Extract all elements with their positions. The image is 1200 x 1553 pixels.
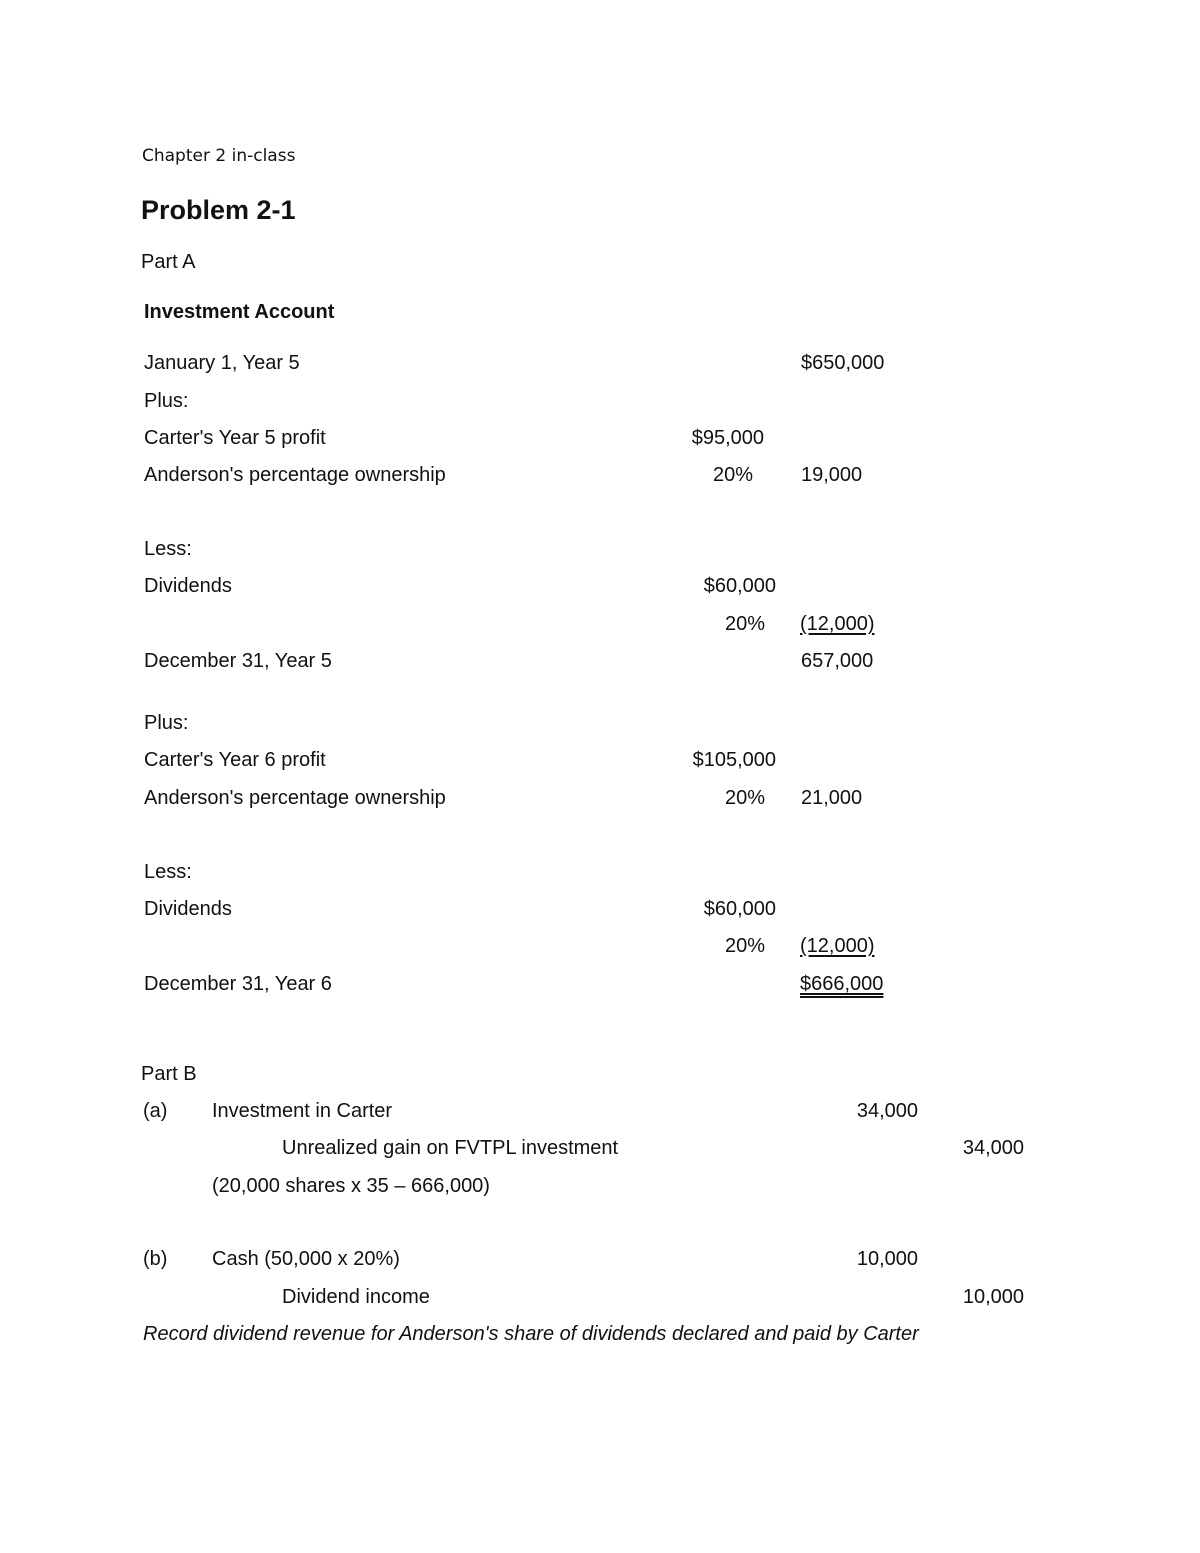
year6-dividends-value: $60,000 (703, 898, 776, 920)
year5-ownership-pct: 20% (712, 464, 753, 486)
year5-closing-label: December 31, Year 5 (144, 650, 332, 672)
year5-closing-balance: 657,000 (801, 650, 874, 672)
year5-ownership-share: 19,000 (801, 464, 863, 486)
year6-less-label: Less: (144, 861, 192, 883)
entry-b-credit-amount: 10,000 (962, 1286, 1024, 1308)
year5-plus-label: Plus: (144, 390, 189, 412)
entry-a-debit-account: Investment in Carter (212, 1100, 393, 1122)
year6-dividends-pct: 20% (724, 935, 765, 957)
part-a-label: Part A (141, 251, 196, 273)
entry-b-debit-account: Cash (50,000 x 20%) (212, 1248, 400, 1270)
problem-title: Problem 2-1 (141, 195, 296, 225)
year6-closing-label: December 31, Year 6 (144, 973, 332, 995)
year6-profit-label: Carter's Year 6 profit (144, 749, 326, 771)
year6-ownership-share: 21,000 (801, 787, 863, 809)
year6-profit-value: $105,000 (692, 749, 776, 771)
opening-balance: $650,000 (801, 352, 885, 374)
year6-dividends-share: (12,000) (800, 935, 875, 957)
year5-less-label: Less: (144, 538, 192, 560)
year5-profit-label: Carter's Year 5 profit (144, 427, 326, 449)
year6-ownership-pct: 20% (724, 787, 765, 809)
year5-profit-value: $95,000 (691, 427, 764, 449)
year5-ownership-label: Anderson's percentage ownership (144, 464, 446, 486)
part-b-label: Part B (141, 1063, 197, 1085)
year6-closing-balance: $666,000 (800, 973, 884, 995)
entry-b-note: Record dividend revenue for Anderson's share of dividends declared and paid by Carter (143, 1323, 919, 1345)
entry-b-credit-account: Dividend income (282, 1286, 430, 1308)
entry-b-marker: (b) (143, 1248, 168, 1270)
entry-a-marker: (a) (143, 1100, 168, 1122)
year6-dividends-label: Dividends (144, 898, 232, 920)
entry-a-credit-account: Unrealized gain on FVTPL investment (282, 1137, 619, 1159)
year5-dividends-value: $60,000 (703, 575, 776, 597)
year5-dividends-label: Dividends (144, 575, 232, 597)
entry-a-debit-amount: 34,000 (856, 1100, 918, 1122)
opening-label: January 1, Year 5 (144, 352, 300, 374)
year5-dividends-pct: 20% (724, 613, 765, 635)
year6-plus-label: Plus: (144, 712, 189, 734)
chapter-header: Chapter 2 in-class (142, 146, 296, 166)
entry-a-calculation: (20,000 shares x 35 – 666,000) (212, 1175, 490, 1197)
year6-ownership-label: Anderson's percentage ownership (144, 787, 446, 809)
investment-account-heading: Investment Account (144, 301, 335, 323)
year5-dividends-share: (12,000) (800, 613, 875, 635)
entry-b-debit-amount: 10,000 (856, 1248, 918, 1270)
entry-a-credit-amount: 34,000 (962, 1137, 1024, 1159)
